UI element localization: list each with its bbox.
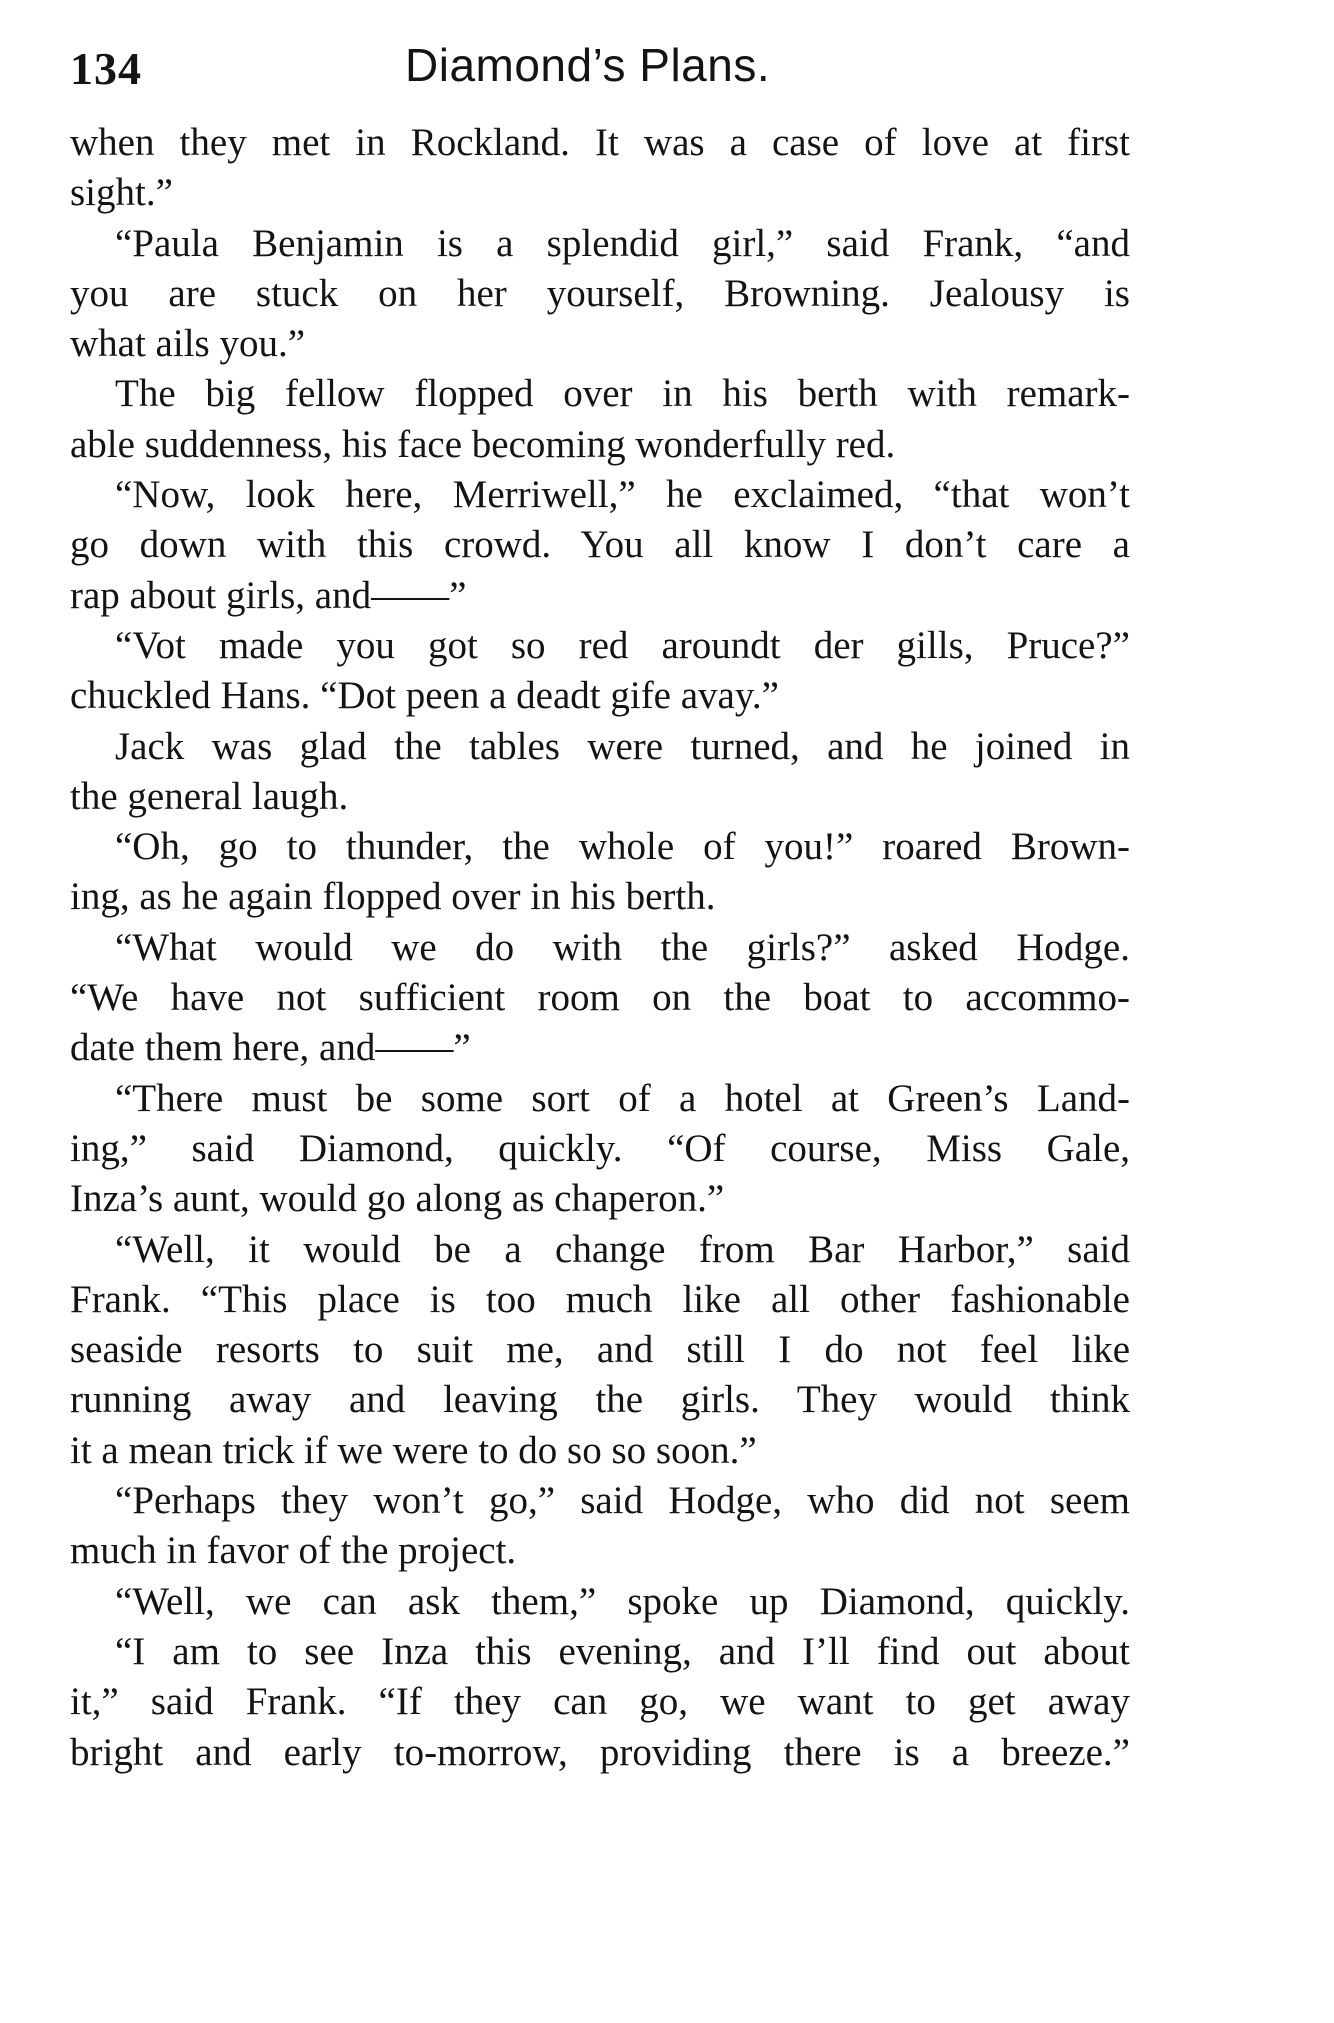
text-line: “I am to see Inza this evening, and I’ll find out about xyxy=(115,1629,1130,1673)
text-line: it,” said Frank. “If they can go, we want to get away xyxy=(70,1680,1130,1724)
text-line: running away and leaving the girls. They would think xyxy=(70,1378,1130,1422)
running-title: Diamond’s Plans. xyxy=(405,39,771,91)
text-line: rap about girls, and——” xyxy=(70,573,467,617)
text-line: Jack was glad the tables were turned, and he joined in xyxy=(115,724,1130,768)
text-line: when they met in Rockland. It was a case of love at first xyxy=(70,121,1130,164)
text-line: Inza’s aunt, would go along as chaperon.” xyxy=(70,1177,725,1221)
text-line: sight.” xyxy=(70,171,173,215)
text-line: seaside resorts to suit me, and still I do not feel like xyxy=(70,1328,1130,1372)
text-line: “Vot made you got so red aroundt der gills, Pruce?” xyxy=(115,623,1130,667)
text-line: the general laugh. xyxy=(70,774,349,818)
text-line: bright and early to-morrow, providing there is a breeze.” xyxy=(70,1730,1130,1774)
text-line: “Perhaps they won’t go,” said Hodge, who did not seem xyxy=(115,1479,1130,1523)
text-line: able suddenness, his face becoming wonderfully red. xyxy=(70,422,896,466)
text-line: “What would we do with the girls?” asked Hodge. xyxy=(115,925,1130,969)
text-line: “Oh, go to thunder, the whole of you!” roared Brown- xyxy=(115,825,1130,869)
text-line: what ails you.” xyxy=(70,322,306,366)
text-line: “Paula Benjamin is a splendid girl,” said Frank, “and xyxy=(115,221,1130,265)
text-line: The big fellow flopped over in his berth with remark- xyxy=(115,372,1130,416)
text-line: you are stuck on her yourself, Browning. Jealousy is xyxy=(70,271,1130,315)
text-line: go down with this crowd. You all know I don’t care a xyxy=(70,523,1130,567)
text-line: “Now, look here, Merriwell,” he exclaimed, “that won’t xyxy=(115,473,1130,517)
body-text xyxy=(70,118,1130,1778)
text-line: “There must be some sort of a hotel at Green’s Land- xyxy=(115,1076,1130,1120)
text-line: “Well, it would be a change from Bar Harbor,” said xyxy=(115,1227,1130,1271)
page-number: 134 xyxy=(70,43,142,94)
text-line: chuckled Hans. “Dot peen a deadt gife avay.” xyxy=(70,674,779,718)
text-line: date them here, and——” xyxy=(70,1026,471,1070)
text-line: Frank. “This place is too much like all other fashionable xyxy=(70,1277,1130,1321)
text-line: “Well, we can ask them,” spoke up Diamond, quickly. xyxy=(115,1579,1130,1623)
text-line: ing, as he again flopped over in his berth. xyxy=(70,875,716,919)
page-header xyxy=(70,38,1130,98)
text-line: ing,” said Diamond, quickly. “Of course, Miss Gale, xyxy=(70,1126,1130,1170)
text-line: it a mean trick if we were to do so so soon.” xyxy=(70,1428,757,1472)
text-line: much in favor of the project. xyxy=(70,1529,517,1573)
text-line: “We have not sufficient room on the boat to accommo- xyxy=(70,976,1130,1020)
